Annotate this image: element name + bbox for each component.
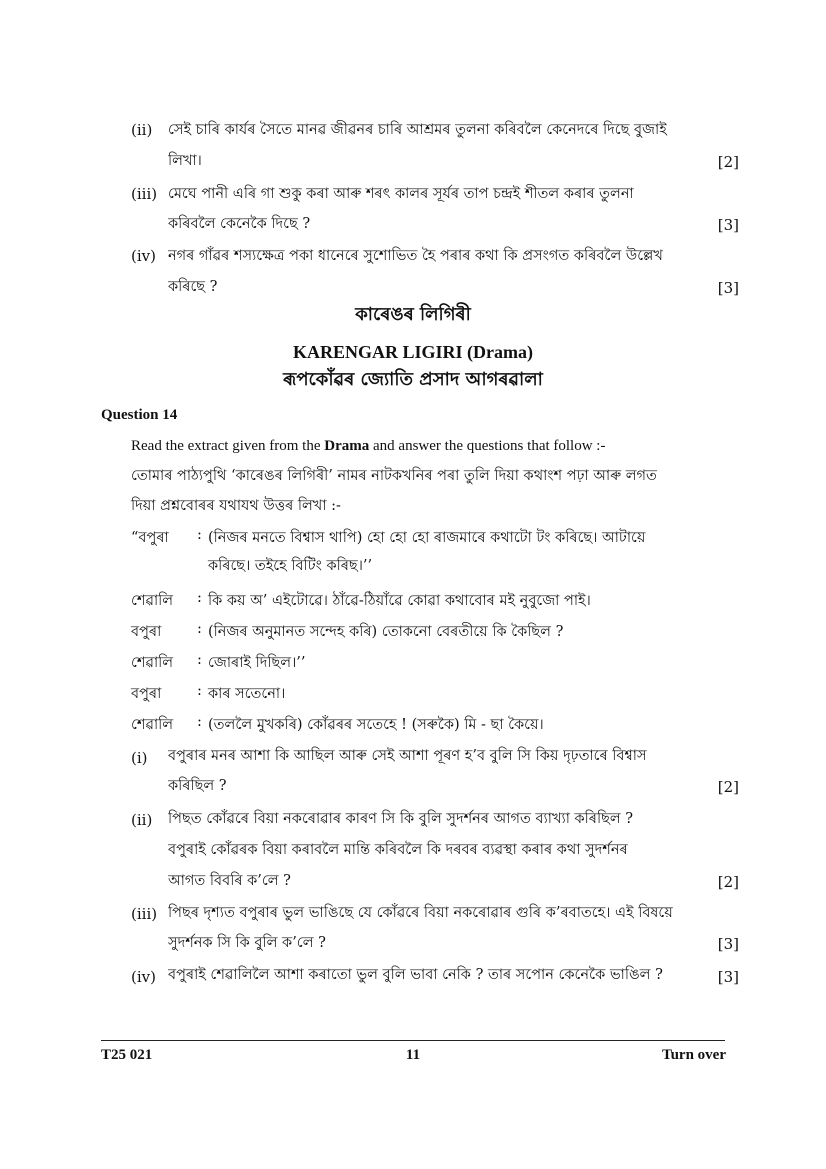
item-text: আগত বিবৰি ক’লে ?: [168, 873, 291, 889]
item-text: সেই চাৰি কাৰ্যৰ সৈতে মানৱ জীৱনৰ চাৰি আশ্ৰমৰ তুলনা কৰিবলৈ কেনেদৰে দিছে বুজাই: [168, 122, 667, 138]
dialogue-text: (নিজৰ অনুমানত সন্দেহ কৰি) তোকনো বেৰতীয়ে কি কৈছিল ?: [208, 624, 564, 640]
item-number: (iv): [131, 247, 156, 265]
item-text: পিছৰ দৃশ্যত বপুৰাৰ ভুল ভাঙিছে যে কোঁৱৰে বিয়া নকৰোৱাৰ গুৰি ক’ৰবাতহে। এই বিষয়ে: [168, 905, 673, 921]
marks: [3]: [717, 216, 739, 234]
item-number: (ii): [131, 121, 153, 139]
section-title-assamese: কাৰেঙৰ লিগিৰী: [355, 304, 471, 325]
dialogue-text: কি কয় অ’ এইটোৱে। ঠাঁৱে-ঠিয়াঁৱে কোৱা কথাবোৰ মই নুবুজো পাই।: [208, 593, 591, 609]
item-number: (ii): [131, 811, 153, 829]
marks: [2]: [717, 778, 739, 796]
item-text: কৰিছে ?: [168, 279, 218, 295]
item-number: (iii): [131, 185, 158, 203]
marks: [3]: [717, 968, 739, 986]
item-number: (iii): [131, 905, 158, 923]
item-text: সুদৰ্শনক সি কি বুলি ক’লে ?: [168, 935, 326, 951]
dialogue-text: কাৰ সতেনো।: [208, 686, 286, 702]
dialogue-text: (নিজৰ মনতে বিশ্বাস থাপি) হো হো হো ৰাজমাৰে কথাটো টং কৰিছে। আটায়ে: [208, 530, 646, 546]
item-text: বপুৰাই কোঁৱৰক বিয়া কৰাবলৈ মান্তি কৰিবলৈ কি দৰবৰ ব্যৱস্থা কৰাৰ কথা সুদৰ্শনৰ: [168, 842, 628, 858]
marks: [2]: [717, 153, 739, 171]
item-text: কৰিছিল ?: [168, 778, 227, 794]
dialogue-text: জোৰাই দিছিল।’’: [208, 655, 306, 671]
speaker: শেৱালি: [131, 655, 174, 671]
marks: [2]: [717, 873, 739, 891]
item-text: লিখা।: [168, 153, 202, 169]
item-text: বপুৰাৰ মনৰ আশা কি আছিল আৰু সেই আশা পূৰণ হ’ব বুলি সি কিয় দৃঢ়তাৰে বিশ্বাস: [168, 748, 647, 764]
speaker: “বপুৰা: [131, 530, 169, 546]
paper-code: T25 021: [101, 1047, 153, 1063]
question-label: Question 14: [101, 407, 178, 423]
section-author: ৰূপকোঁৱৰ জ্যোতি প্ৰসাদ আগৰৱালা: [283, 369, 543, 390]
item-number: (iv): [131, 968, 156, 986]
instruction-assamese: দিয়া প্ৰশ্নবোৰৰ যথাযথ উত্তৰ লিখা :-: [131, 498, 341, 514]
turn-over: Turn over: [661, 1047, 726, 1063]
speaker: বপুৰা: [131, 686, 162, 702]
item-text: কৰিবলৈ কেনেকৈ দিছে ?: [168, 216, 311, 232]
page-number: 11: [405, 1047, 421, 1063]
instruction-english: Read the extract given from the Drama and answer the questions that follow :-: [131, 438, 606, 454]
dialogue-text: কৰিছে। তইহে বিটিং কৰিছ।’’: [208, 558, 373, 574]
instruction-assamese: তোমাৰ পাঠ্যপুথি ‘কাৰেঙৰ লিগিৰী’ নামৰ নাটকখনিৰ পৰা তুলি দিয়া কথাংশ পঢ়া আৰু লগত: [131, 468, 657, 484]
speaker: বপুৰা: [131, 624, 162, 640]
footer-divider: [101, 1040, 725, 1041]
speaker: শেৱালি: [131, 593, 174, 609]
item-text: মেঘে পানী এৰি গা শুকু কৰা আৰু শৰৎ কালৰ সূৰ্যৰ তাপ চন্দ্ৰই শীতল কৰাৰ তুলনা: [168, 186, 634, 202]
marks: [3]: [717, 279, 739, 297]
item-text: বপুৰাই শেৱালিলৈ আশা কৰাতো ভুল বুলি ভাবা নেকি ? তাৰ সপোন কেনেকৈ ভাঙিল ?: [168, 967, 663, 983]
item-text: নগৰ গাঁৱৰ শস্যক্ষেত্ৰ পকা ধানেৰে সুশোভিত হৈ পৰাৰ কথা কি প্ৰসংগত কৰিবলৈ উল্লেখ: [168, 248, 663, 264]
speaker: শেৱালি: [131, 717, 174, 733]
dialogue-text: (তললৈ মুখকৰি) কোঁৱৰৰ সতেহে ! (সৰুকৈ) মি - ছা কৈয়ে।: [208, 717, 544, 733]
item-text: পিছত কোঁৱৰে বিয়া নকৰোৱাৰ কাৰণ সি কি বুলি সুদৰ্শনৰ আগত ব্যাখ্যা কৰিছিল ?: [168, 811, 634, 827]
marks: [3]: [717, 935, 739, 953]
section-title-english: KARENGAR LIGIRI (Drama): [293, 342, 533, 362]
item-number: (i): [131, 749, 148, 767]
